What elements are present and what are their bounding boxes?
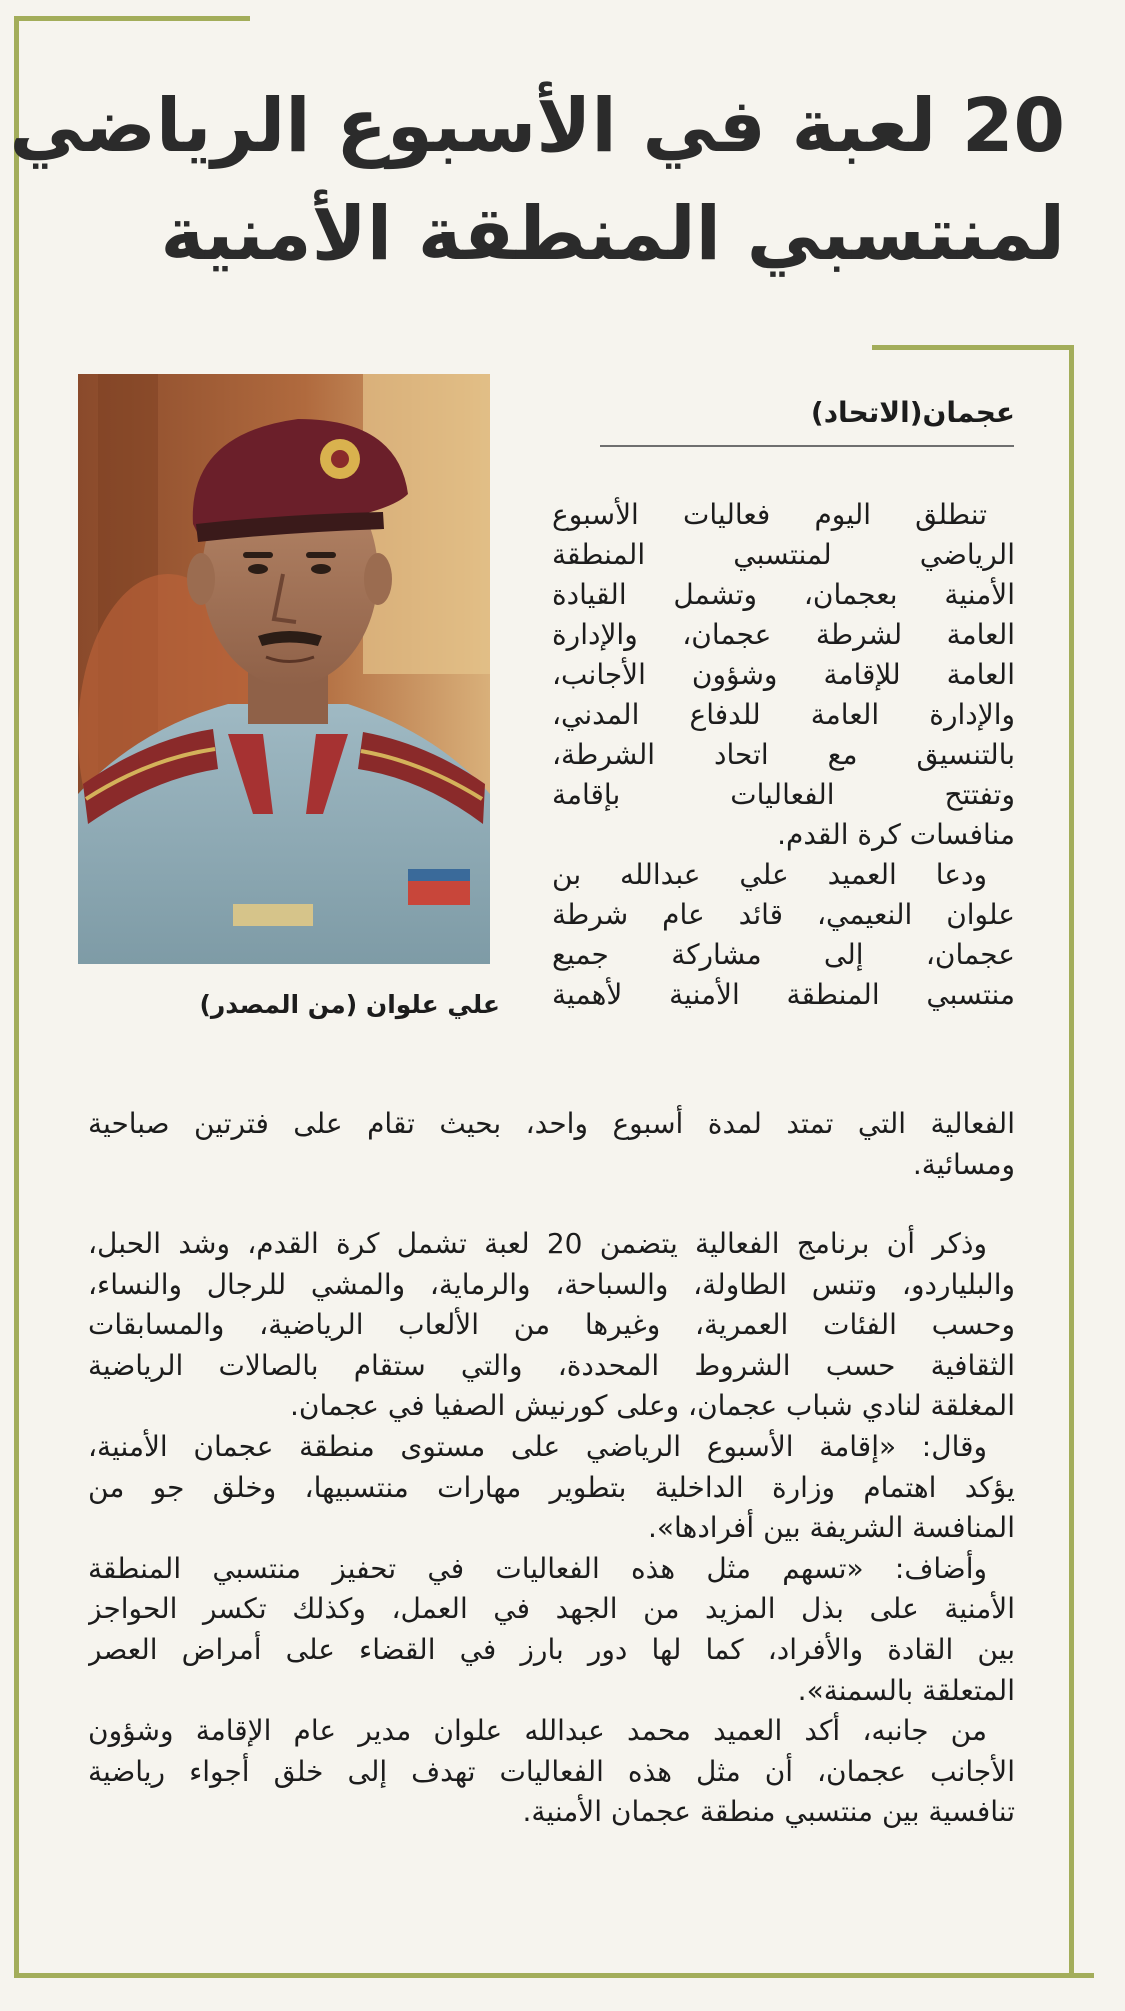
headline-line-2: لمنتسبي المنطقة الأمنية xyxy=(160,191,1065,277)
body-line: الأجانب عجمان، أن مثل هذه الفعاليات تهدف إلى خلق أجواء رياضية xyxy=(88,1754,1015,1788)
dateline: عجمان(الاتحاد) xyxy=(810,396,1015,429)
body-line: المنافسة الشريفة بين أفرادها». xyxy=(647,1511,1015,1545)
frame-top-left xyxy=(14,16,250,21)
body-line: المغلقة لنادي شباب عجمان، وعلى كورنيش الصفيا في عجمان. xyxy=(290,1389,1015,1423)
frame-right xyxy=(1069,345,1074,1977)
body-line: والإدارة العامة للدفاع المدني، xyxy=(552,698,1015,731)
body-line: وذكر أن برنامج الفعالية يتضمن 20 لعبة تشمل كرة القدم، وشد الحبل، xyxy=(88,1227,987,1260)
headline xyxy=(9,72,1065,288)
body-line: والبلياردو، وتنس الطاولة، والسباحة، والرماية، والمشي للرجال والنساء، xyxy=(88,1267,1015,1301)
photo-caption: علي علوان (من المصدر) xyxy=(199,990,500,1019)
headline-line-1: 20 لعبة في الأسبوع الرياضي xyxy=(9,83,1065,169)
body-line: تنطلق اليوم فعاليات الأسبوع xyxy=(552,498,987,531)
body-line: وحسب الفئات العمرية، وغيرها من الألعاب الرياضية، والمسابقات xyxy=(88,1308,1015,1342)
body-line: بالتنسيق مع اتحاد الشرطة، xyxy=(552,738,1015,771)
body-line: العامة للإقامة وشؤون الأجانب، xyxy=(552,658,1015,691)
body-line: ومسائية. xyxy=(912,1147,1015,1181)
body-line: العامة لشرطة عجمان، والإدارة xyxy=(552,618,1015,651)
body-line: الرياضي لمنتسبي المنطقة xyxy=(552,538,1015,571)
article-body-narrow xyxy=(552,495,1015,1015)
body-line: تنافسية بين منتسبي منطقة عجمان الأمنية. xyxy=(522,1795,1015,1829)
body-line: ودعا العميد علي عبدالله بن xyxy=(552,858,987,891)
frame-top-right xyxy=(872,345,1074,350)
body-line: علوان النعيمي، قائد عام شرطة xyxy=(552,898,1015,931)
body-line: وأضاف: «تسهم مثل هذه الفعاليات في تحفيز منتسبي المنطقة xyxy=(88,1551,987,1585)
body-line: منافسات كرة القدم. xyxy=(777,818,1015,851)
officer-portrait xyxy=(78,374,490,964)
body-line: الفعالية التي تمتد لمدة أسبوع واحد، بحيث تقام على فترتين صباحية xyxy=(88,1107,1015,1140)
body-line: الثقافية حسب الشروط المحددة، والتي ستقام بالصالات الرياضية xyxy=(88,1348,1015,1382)
body-line: من جانبه، أكد العميد محمد عبدالله علوان مدير عام الإقامة وشؤون xyxy=(88,1714,987,1748)
body-line: بين القادة والأفراد، كما لها دور بارز في القضاء على أمراض العصر xyxy=(88,1632,1015,1666)
article-body-wide-2 xyxy=(88,1224,1015,1833)
body-line: الأمنية بعجمان، وتشمل القيادة xyxy=(552,578,1015,611)
article-photo xyxy=(78,374,490,964)
body-line: يؤكد اهتمام وزارة الداخلية بتطوير مهارات منتسبيها، وخلق جو من xyxy=(88,1470,1015,1504)
body-line: وقال: «إقامة الأسبوع الرياضي على مستوى منطقة عجمان الأمنية، xyxy=(88,1429,987,1463)
body-line: عجمان، إلى مشاركة جميع xyxy=(552,938,1015,971)
body-line: المتعلقة بالسمنة». xyxy=(797,1673,1015,1707)
frame-bottom xyxy=(14,1973,1094,1978)
frame-left xyxy=(14,16,19,1978)
body-line: وتفتتح الفعاليات بإقامة xyxy=(552,778,1015,811)
dateline-divider xyxy=(600,445,1014,447)
article-body-wide-1 xyxy=(88,1104,1015,1185)
body-line: الأمنية على بذل المزيد من الجهد في العمل، وكذلك تكسر الحواجز xyxy=(88,1592,1015,1626)
body-line: منتسبي المنطقة الأمنية لأهمية xyxy=(552,978,1015,1011)
